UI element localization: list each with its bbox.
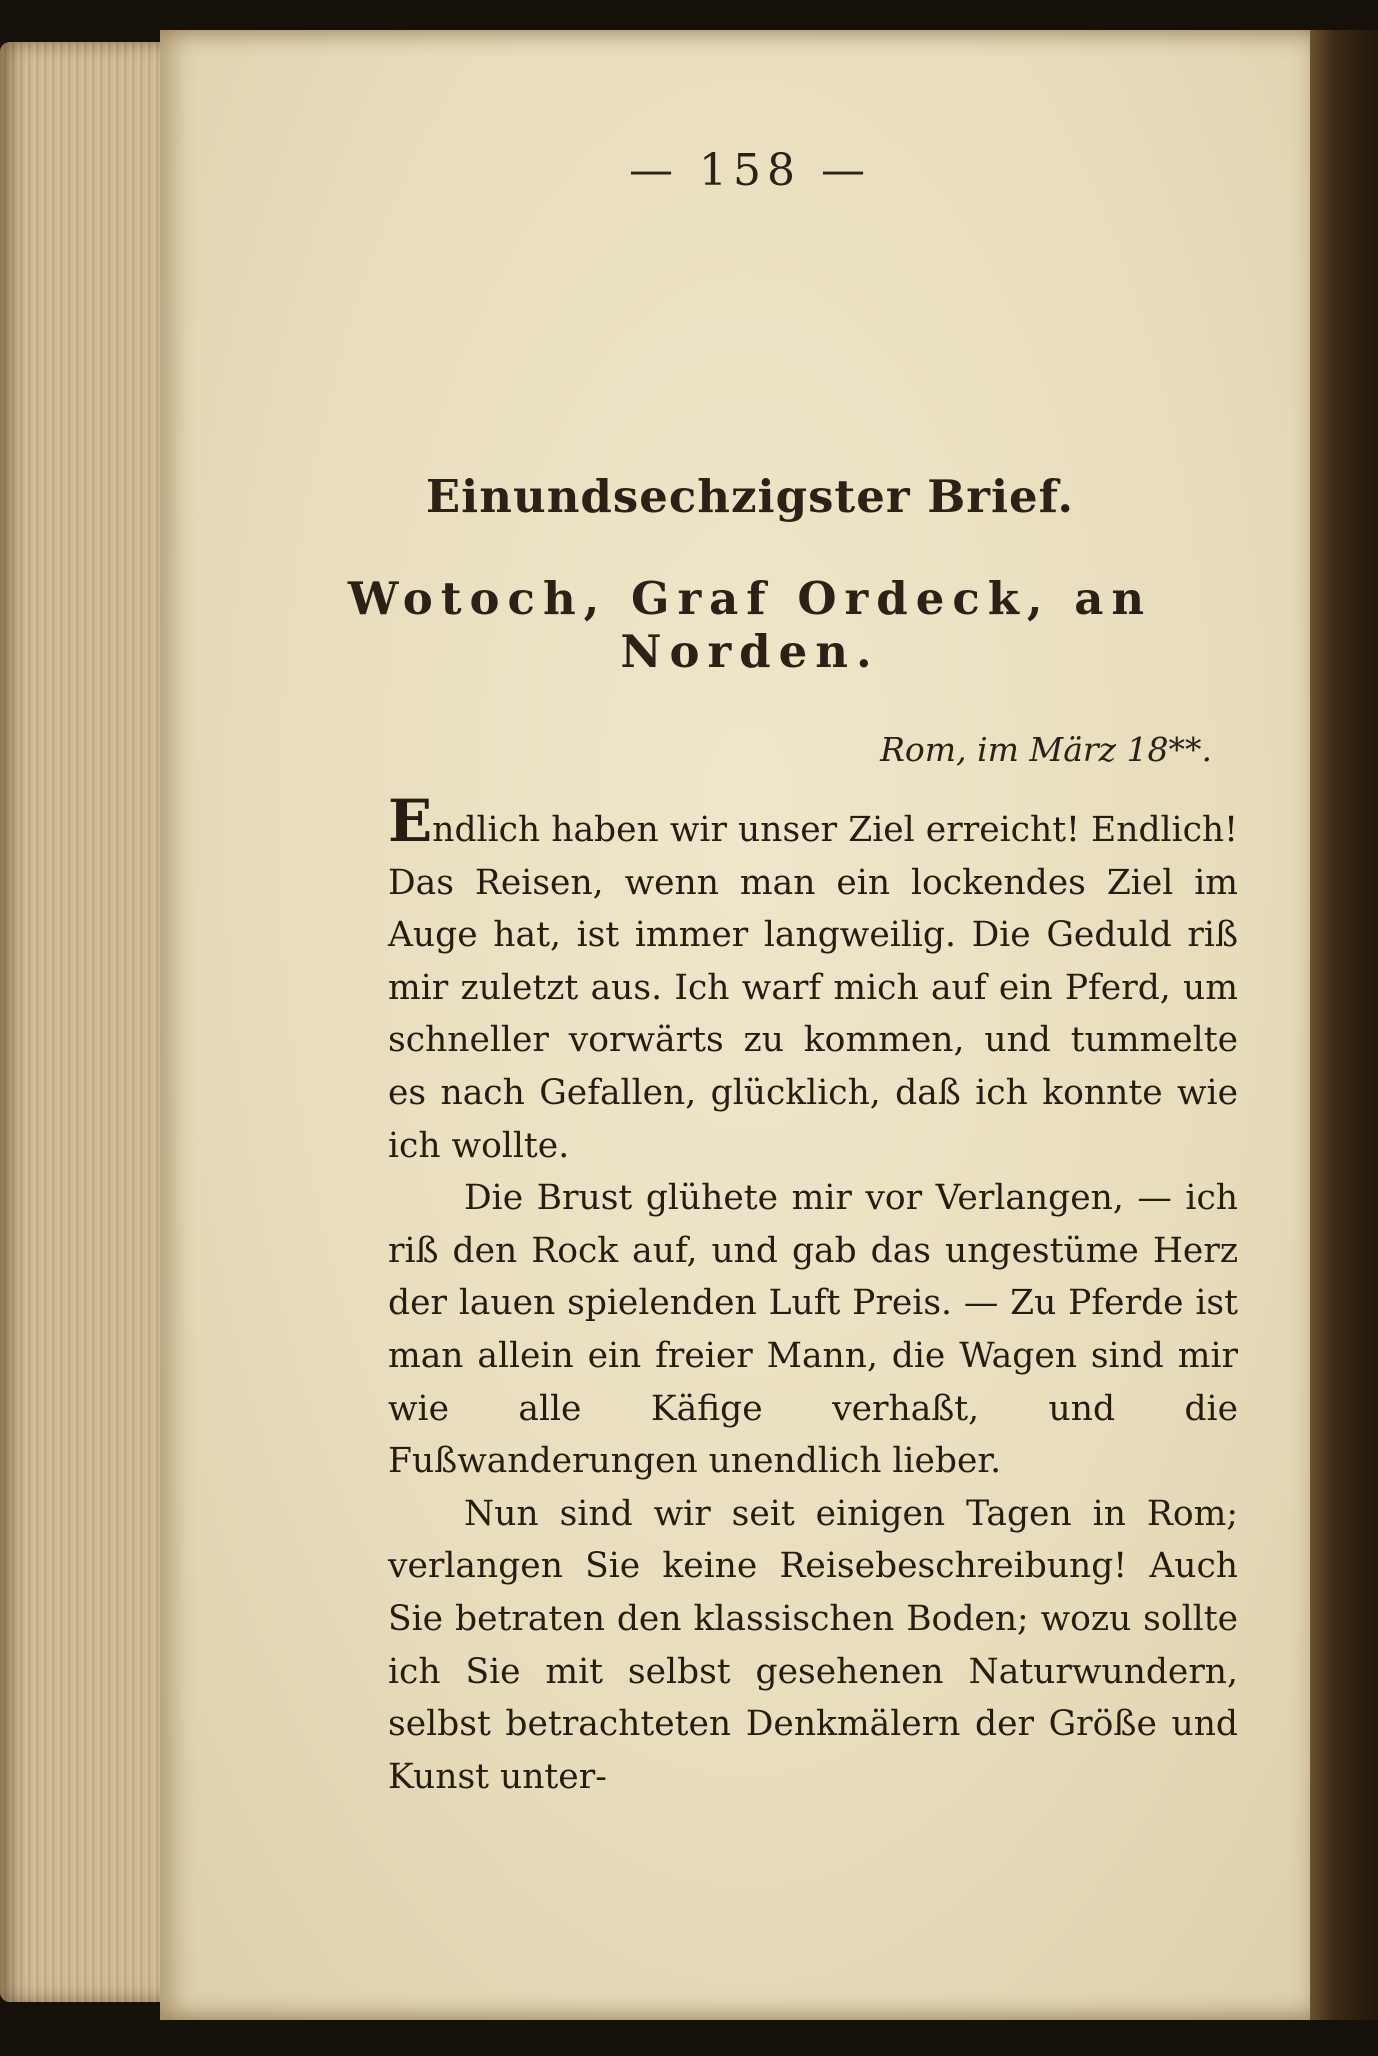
page-edges bbox=[0, 42, 178, 2002]
dateline: Rom, im März 18**. bbox=[880, 730, 1212, 769]
letter-body bbox=[388, 787, 1238, 1803]
letter-parties: Wotoch, Graf Ordeck, an Norden. bbox=[347, 572, 1153, 678]
paragraph: Die Brust glühete mir vor Verlangen, — ich riß den Rock auf, und gab das ungestüme Herz der lauen spielenden Luft Preis. — Zu Pferde ist man allein ein freier Mann, die Wagen sind mir wie alle Käfige verhaßt, und die Fußwanderungen unendlich lieber. bbox=[388, 1178, 1238, 1482]
book-spine bbox=[1310, 30, 1378, 2020]
paragraph: Endlich haben wir unser Ziel erreicht! Endlich! Das Reisen, wenn man ein lockendes Ziel im Auge hat, ist immer langweilig. Die Geduld riß mir zuletzt aus. Ich warf mich auf ein Pferd, um schneller vorwärts zu kommen, und tummelte es nach Gefallen, glücklich, daß ich konnte wie ich wollte. bbox=[388, 787, 1238, 1166]
paragraph: Nun sind wir seit einigen Tagen in Rom; verlangen Sie keine Reisebeschreibung! Auch Sie betraten den klassischen Boden; wozu sollte ich Sie mit selbst gesehenen Naturwundern, selbst betrachteten Denkmälern der Größe und Kunst unter- bbox=[388, 1493, 1238, 1797]
page-number: — 158 — bbox=[629, 145, 871, 196]
letter-title: Einundsechzigster Brief. bbox=[425, 470, 1075, 523]
